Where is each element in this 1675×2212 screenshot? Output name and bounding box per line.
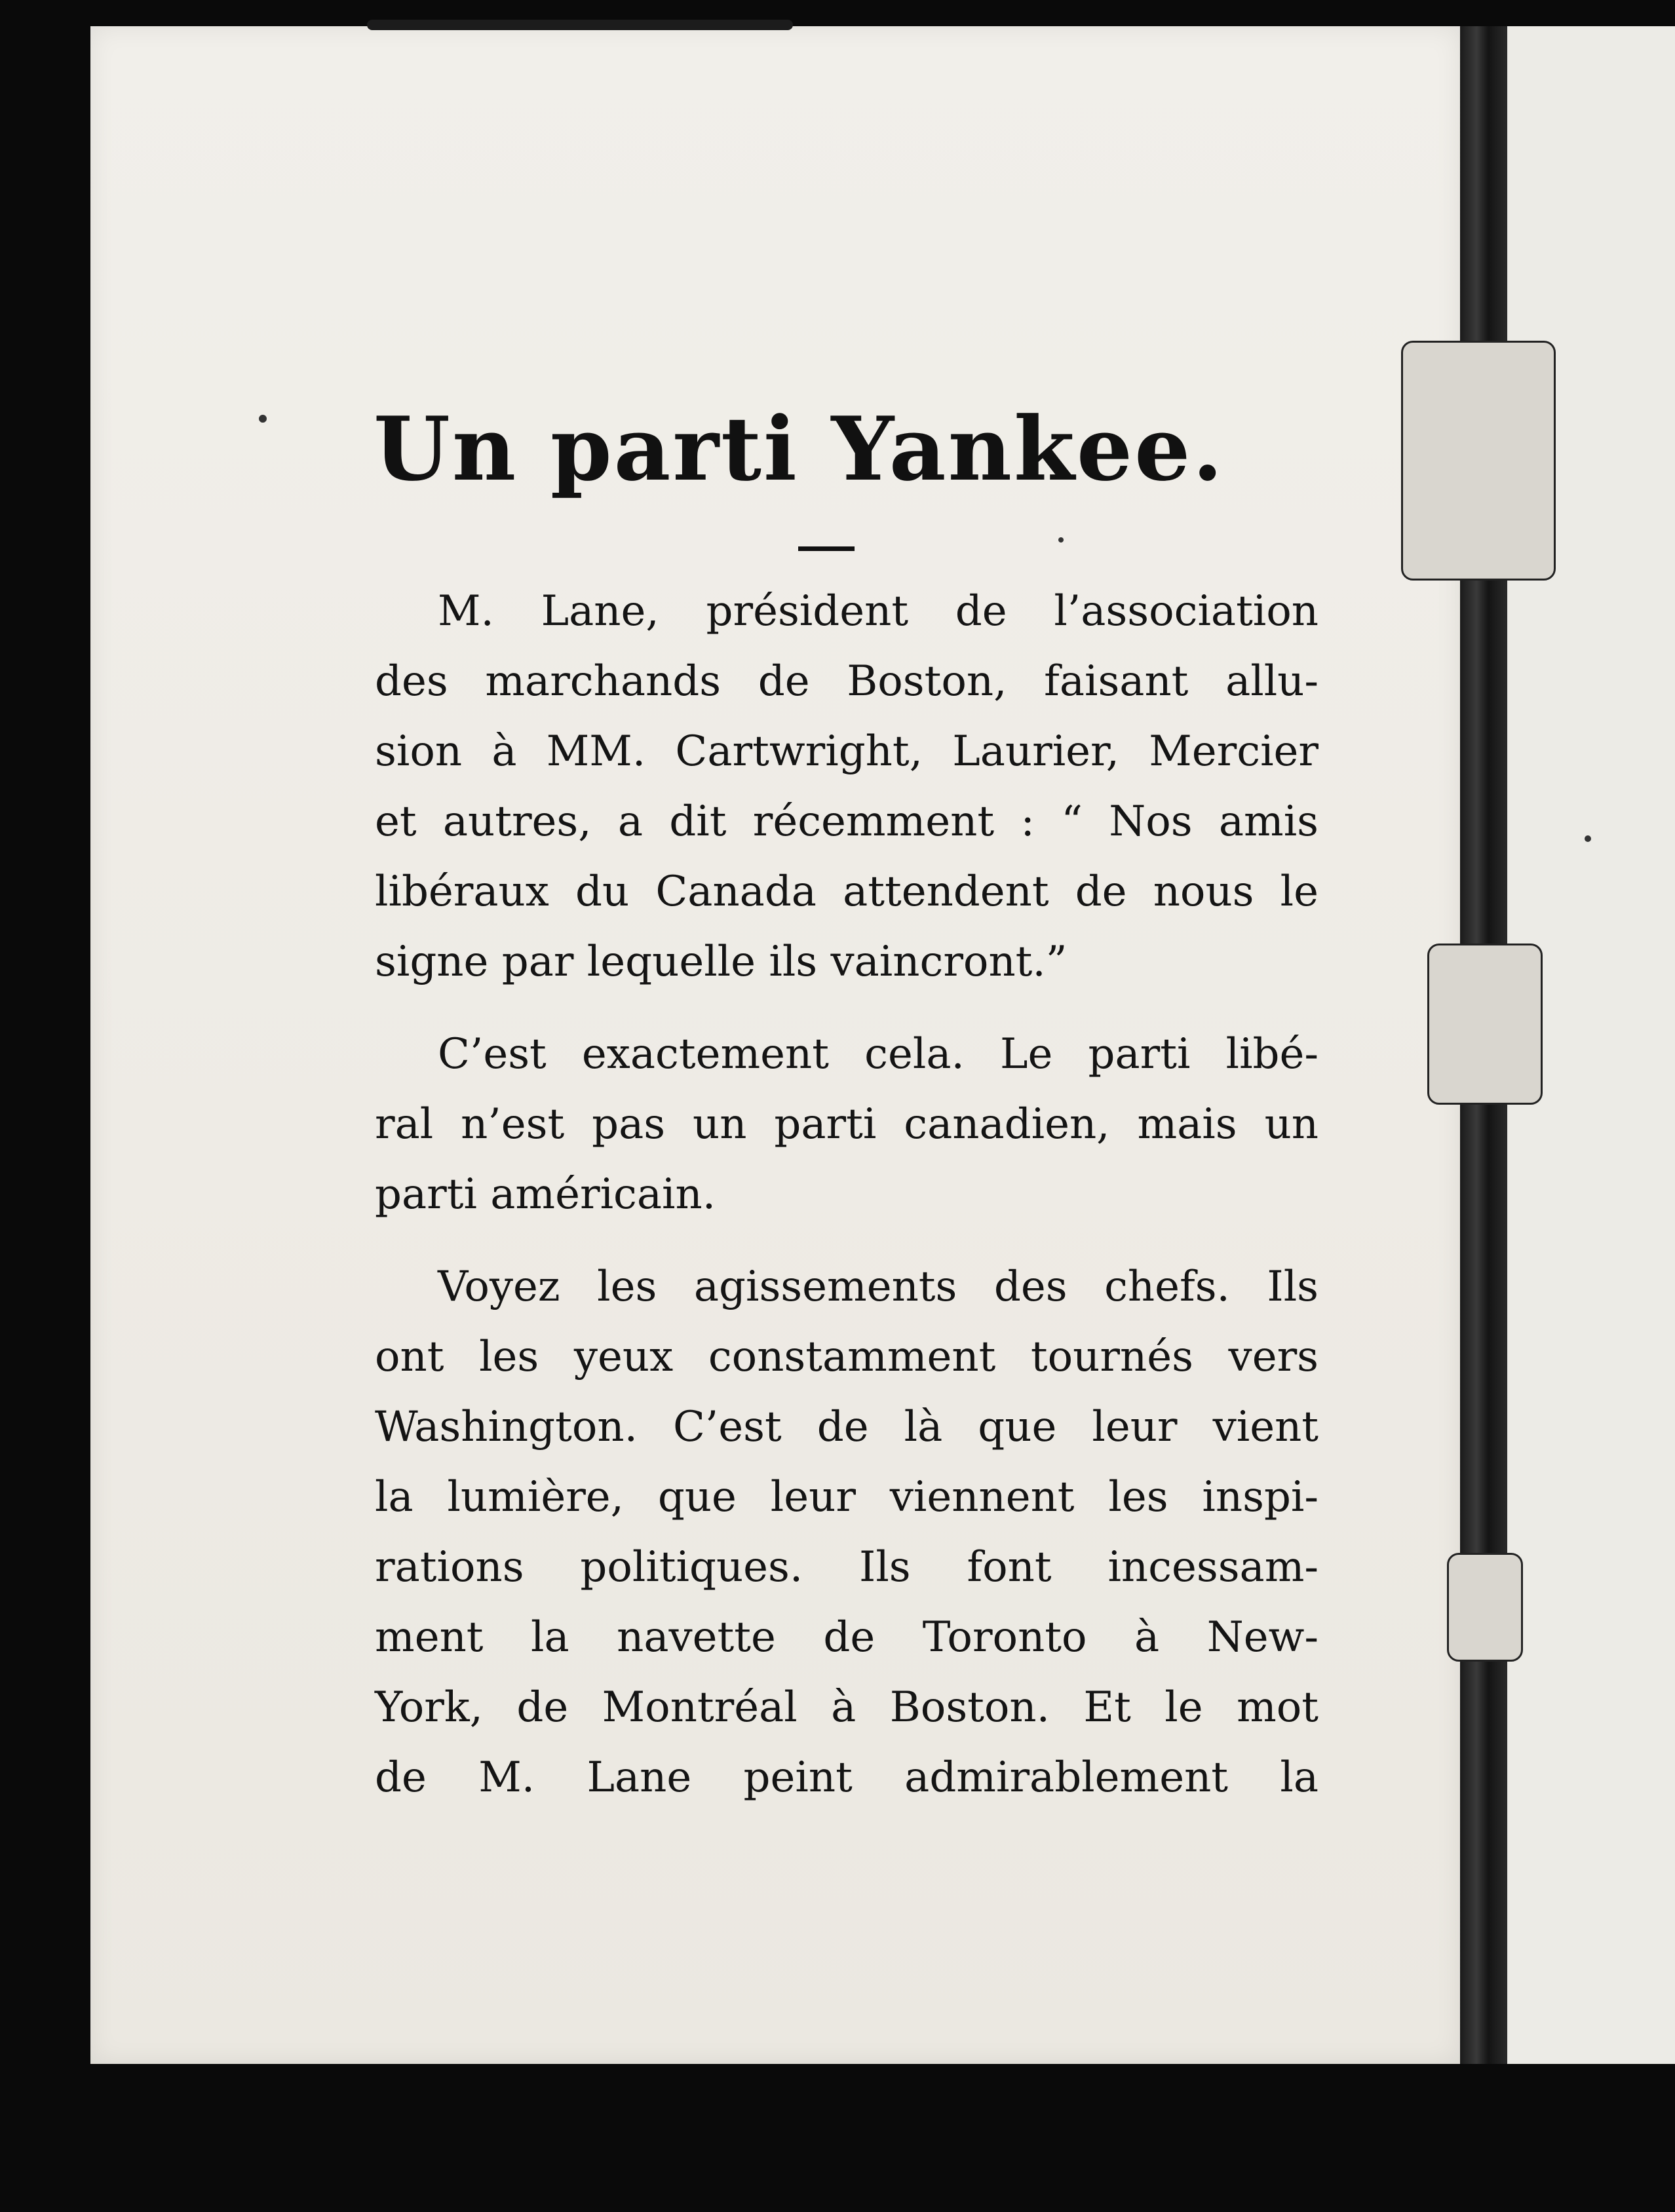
text-line: ral n’est pas un parti canadien, mais un (375, 1100, 1319, 1149)
paragraph-3 (375, 1252, 1319, 1813)
text-line: M. Lane, président de l’association (438, 587, 1319, 636)
text-line: et autres, a dit récemment : “ Nos amis (375, 797, 1319, 846)
text-line: Washington. C’est de là que leur vient (375, 1403, 1319, 1451)
article-body (375, 577, 1319, 1835)
text-line: ment la navette de Toronto à New- (375, 1613, 1319, 1662)
binding-tear (1447, 1553, 1523, 1662)
paragraph-1 (375, 577, 1319, 997)
ink-speck (1585, 835, 1591, 842)
title-rule (798, 546, 855, 551)
binding-tear (1427, 944, 1543, 1105)
text-line: des marchands de Boston, faisant allu- (375, 657, 1319, 706)
paragraph-2 (375, 1020, 1319, 1230)
ink-speck (259, 415, 267, 423)
text-line: ont les yeux constamment tournés vers (375, 1333, 1319, 1381)
torn-binding (1460, 26, 1507, 2064)
scan-border (0, 2064, 1675, 2212)
binding-tear (1401, 341, 1556, 581)
text-line: parti américain. (375, 1170, 716, 1219)
text-line: signe par lequelle ils vaincront.” (375, 938, 1068, 986)
text-line: de M. Lane peint admirablement la (375, 1753, 1319, 1802)
page-title: Un parti Yankee. (374, 397, 1225, 501)
text-line: libéraux du Canada attendent de nous le (375, 868, 1319, 916)
text-line: York, de Montréal à Boston. Et le mot (375, 1683, 1319, 1732)
text-line: C’est exactement cela. Le parti libé- (438, 1030, 1319, 1078)
text-line: rations politiques. Ils font incessam- (375, 1543, 1319, 1592)
text-line: Voyez les agissements des chefs. Ils (438, 1263, 1319, 1311)
text-line: sion à MM. Cartwright, Laurier, Mercier (375, 727, 1319, 776)
ink-speck (1058, 537, 1064, 543)
page-top-edge (367, 20, 793, 30)
text-line: la lumière, que leur viennent les inspi- (375, 1473, 1319, 1521)
